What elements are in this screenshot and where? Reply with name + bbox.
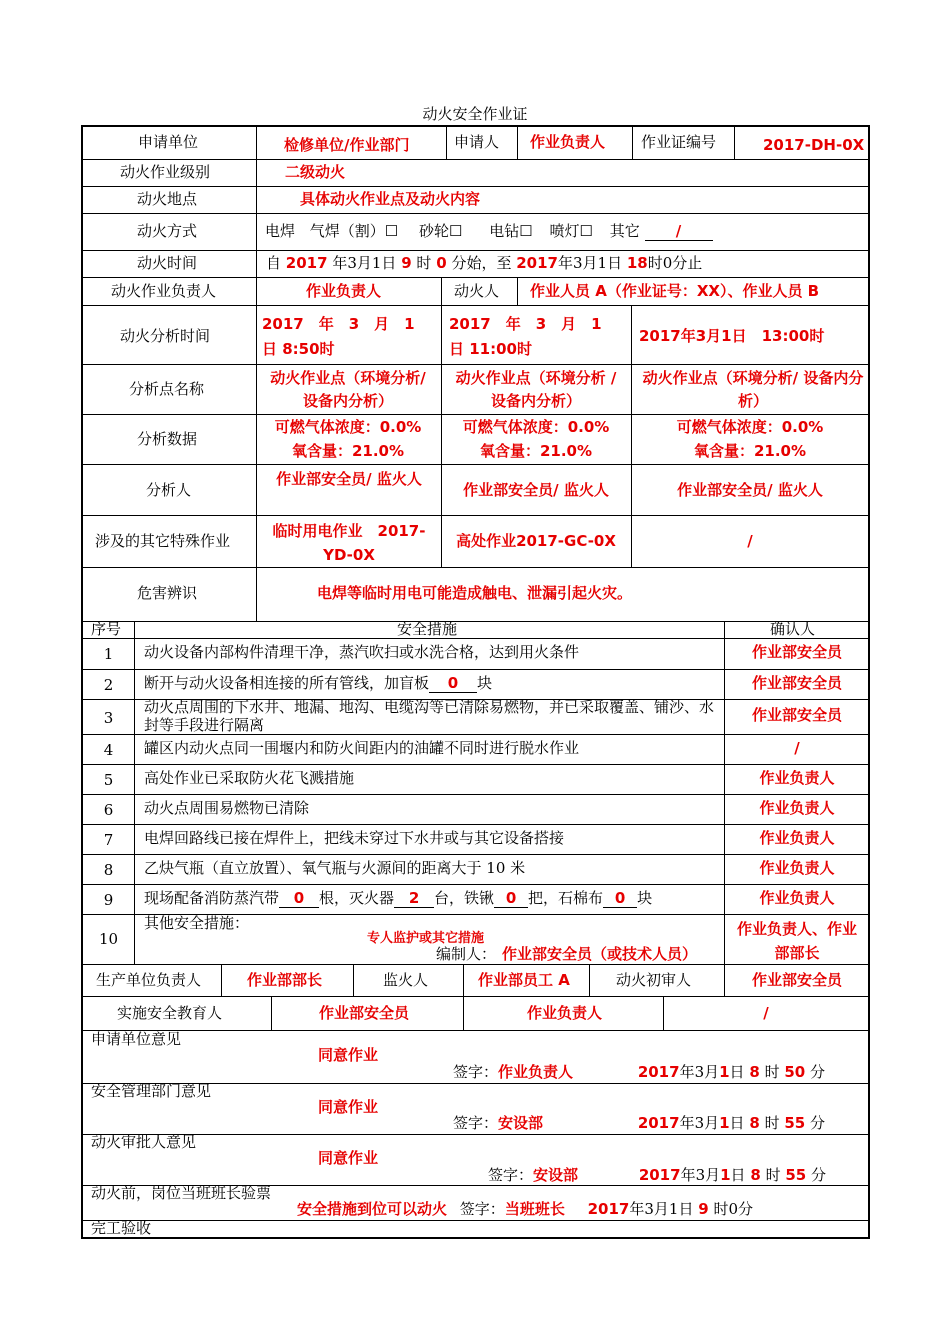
worker-value: 作业人员 A（作业证号：XX）、作业人员 B [530,282,820,300]
location-value: 具体动火作业点及动火内容 [300,190,481,208]
analysis-time-1: 2017 年 3 月 1 日 8:50时 [262,315,430,358]
location-label: 动火地点 [137,190,198,208]
cert-no-value: 2017-DH-0X [763,136,865,154]
measure-no: 4 [103,741,114,759]
gas-2: 可燃气体浓度：0.0% [462,418,610,436]
measure-confirm: / [794,739,800,757]
measure-text: 现场配备消防蒸汽带 0 根，灭火器 2 台，铁锹 0 把，石棉布 0 块 [144,889,653,907]
col-measure: 安全措施 [397,620,458,638]
method-weld: 电焊 [265,222,296,240]
level-value: 二级动火 [285,163,346,181]
level-label: 动火作业级别 [120,163,211,181]
measure-confirm: 作业负责人、作业部部长 [736,920,857,962]
initial-review-value: 作业部安全员 [751,971,842,989]
analyst-3: 作业部安全员/ 监火人 [677,481,823,499]
measure-no: 1 [103,645,114,663]
measure-text: 电焊回路线已接在焊件上，把线未穿过下水井或与其它设备搭接 [144,829,565,847]
completion-label: 完工验收 [91,1219,152,1237]
measure-no: 2 [103,676,114,694]
measure-text: 动火设备内部构件清理干净，蒸汽吹扫或水洗合格，达到用火条件 [144,643,580,661]
measure-no: 3 [103,709,114,727]
hazard-label: 危害辨识 [137,584,198,602]
analysis-time-label: 动火分析时间 [120,327,211,345]
time-label: 动火时间 [137,254,198,272]
measure-text: 断开与动火设备相连接的所有管线，加盲板 0 块 [144,674,493,692]
measure-text: 动火点周围易燃物已清除 [144,799,310,817]
apply-unit-value: 检修单位/作业部门 [284,136,410,154]
point-label: 分析点名称 [129,380,205,398]
time-value: 自 2017 年3月1日 9 时 0 分始，至 2017年3月1日 18时0分止 [266,254,703,272]
measure-confirm: 作业负责人 [759,889,835,907]
measure-text: 其他安全措施： [144,914,250,932]
pre-fire-label: 动火前，岗位当班班长验票 [91,1184,272,1202]
measure-confirm: 作业负责人 [759,859,835,877]
analyst-label: 分析人 [146,481,192,499]
measure-no: 5 [103,771,114,789]
document-title: 动火安全作业证 [422,105,528,123]
opinion-label: 申请单位意见 [91,1030,182,1048]
watcher-value: 作业部员工 A [478,971,570,989]
oxygen-1: 氧含量：21.0% [291,442,405,460]
col-confirm: 确认人 [770,620,816,638]
compiler: 编制人： 作业部安全员（或技术人员） [436,945,698,963]
point-2: 动火作业点（环境分析 / 设备内分析） [455,369,617,410]
leader-value: 作业负责人 [306,282,382,300]
pre-fire-sign: 安全措施到位可以动火 签字：当班班长 2017年3月1日 9 时0分 [297,1200,753,1218]
measure-no: 9 [103,891,114,909]
applicant-value: 作业负责人 [530,133,606,151]
hazard-value: 电焊等临时用电可能造成触电、泄漏引起火灾。 [317,584,633,602]
special-2: 高处作业2017-GC-0X [456,532,616,550]
measure-no: 10 [98,930,119,948]
apply-unit-label: 申请单位 [138,133,199,151]
gas-1: 可燃气体浓度：0.0% [274,418,422,436]
method-torch: 喷灯☐ [549,222,593,240]
opinion-label: 动火审批人意见 [91,1133,197,1151]
measure-text: 高处作业已采取防火花飞溅措施 [144,769,355,787]
point-3: 动火作业点（环境分析/ 设备内分析） [642,369,864,410]
applicant-label: 申请人 [454,133,500,151]
method-drill: 电钻☐ [489,222,533,240]
opinion-value: 同意作业 [318,1098,379,1116]
measure-confirm: 作业部安全员 [751,643,842,661]
special-3: / [747,532,753,550]
method-other: 其它 [609,222,640,240]
col-no: 序号 [91,620,122,638]
cert-no-label: 作业证编号 [641,133,717,151]
measure-extra: 专人监护或其它措施 [367,931,485,946]
prod-leader-value: 作业部部长 [247,971,323,989]
method-label: 动火方式 [137,222,198,240]
analyst-1: 作业部安全员/ 监火人 [276,470,422,488]
measure-confirm: 作业负责人 [759,829,835,847]
prod-leader-label: 生产单位负责人 [96,971,202,989]
opinion-value: 同意作业 [318,1046,379,1064]
worker-label: 动火人 [454,282,500,300]
data-label: 分析数据 [137,430,198,448]
method-other-value: / [645,223,713,241]
measure-confirm: 作业负责人 [759,799,835,817]
opinion-sign: 签字：安设部 2017年3月1日 8 时 55 分 [488,1166,827,1184]
edu-2: 作业负责人 [527,1004,603,1022]
method-options [265,222,713,242]
opinion-sign: 签字：安设部 2017年3月1日 8 时 55 分 [453,1114,826,1132]
measure-text: 罐区内动火点同一围堰内和防火间距内的油罐不同时进行脱水作业 [144,739,580,757]
measure-no: 7 [103,831,114,849]
measure-no: 8 [103,861,114,879]
edu-label: 实施安全教育人 [117,1004,223,1022]
edu-3: / [763,1004,769,1022]
edu-1: 作业部安全员 [319,1004,410,1022]
initial-review-label: 动火初审人 [616,971,692,989]
oxygen-3: 氧含量：21.0% [693,442,807,460]
measure-text: 动火点周围的下水井、地漏、地沟、电缆沟等已清除易燃物，并已采取覆盖、铺沙、水封等手段进行隔离 [144,698,715,734]
opinion-label: 安全管理部门意见 [91,1082,212,1100]
analysis-time-2: 2017 年 3 月 1 日 11:00时 [449,315,617,358]
gas-3: 可燃气体浓度：0.0% [676,418,824,436]
point-1: 动火作业点（环境分析/ 设备内分析） [270,369,426,410]
analysis-time-3: 2017年3月1日 13:00时 [639,327,825,345]
oxygen-2: 氧含量：21.0% [479,442,593,460]
measure-no: 6 [103,801,114,819]
special-1: 临时用电作业 2017-YD-0X [272,522,426,564]
measure-confirm: 作业部安全员 [751,706,842,724]
method-gas-cut: 气焊（割）☐ [309,222,399,240]
special-label: 涉及的其它特殊作业 [95,532,231,550]
measure-confirm: 作业负责人 [759,769,835,787]
measure-text: 乙炔气瓶（直立放置）、氧气瓶与火源间的距离大于 10 米 [144,859,526,877]
analyst-2: 作业部安全员/ 监火人 [463,481,609,499]
leader-label: 动火作业负责人 [111,282,217,300]
method-grinder: 砂轮☐ [419,222,463,240]
opinion-value: 同意作业 [318,1149,379,1167]
opinion-sign: 签字：作业负责人 2017年3月1日 8 时 50 分 [453,1063,826,1081]
watcher-label: 监火人 [383,971,429,989]
measure-confirm: 作业部安全员 [751,674,842,692]
